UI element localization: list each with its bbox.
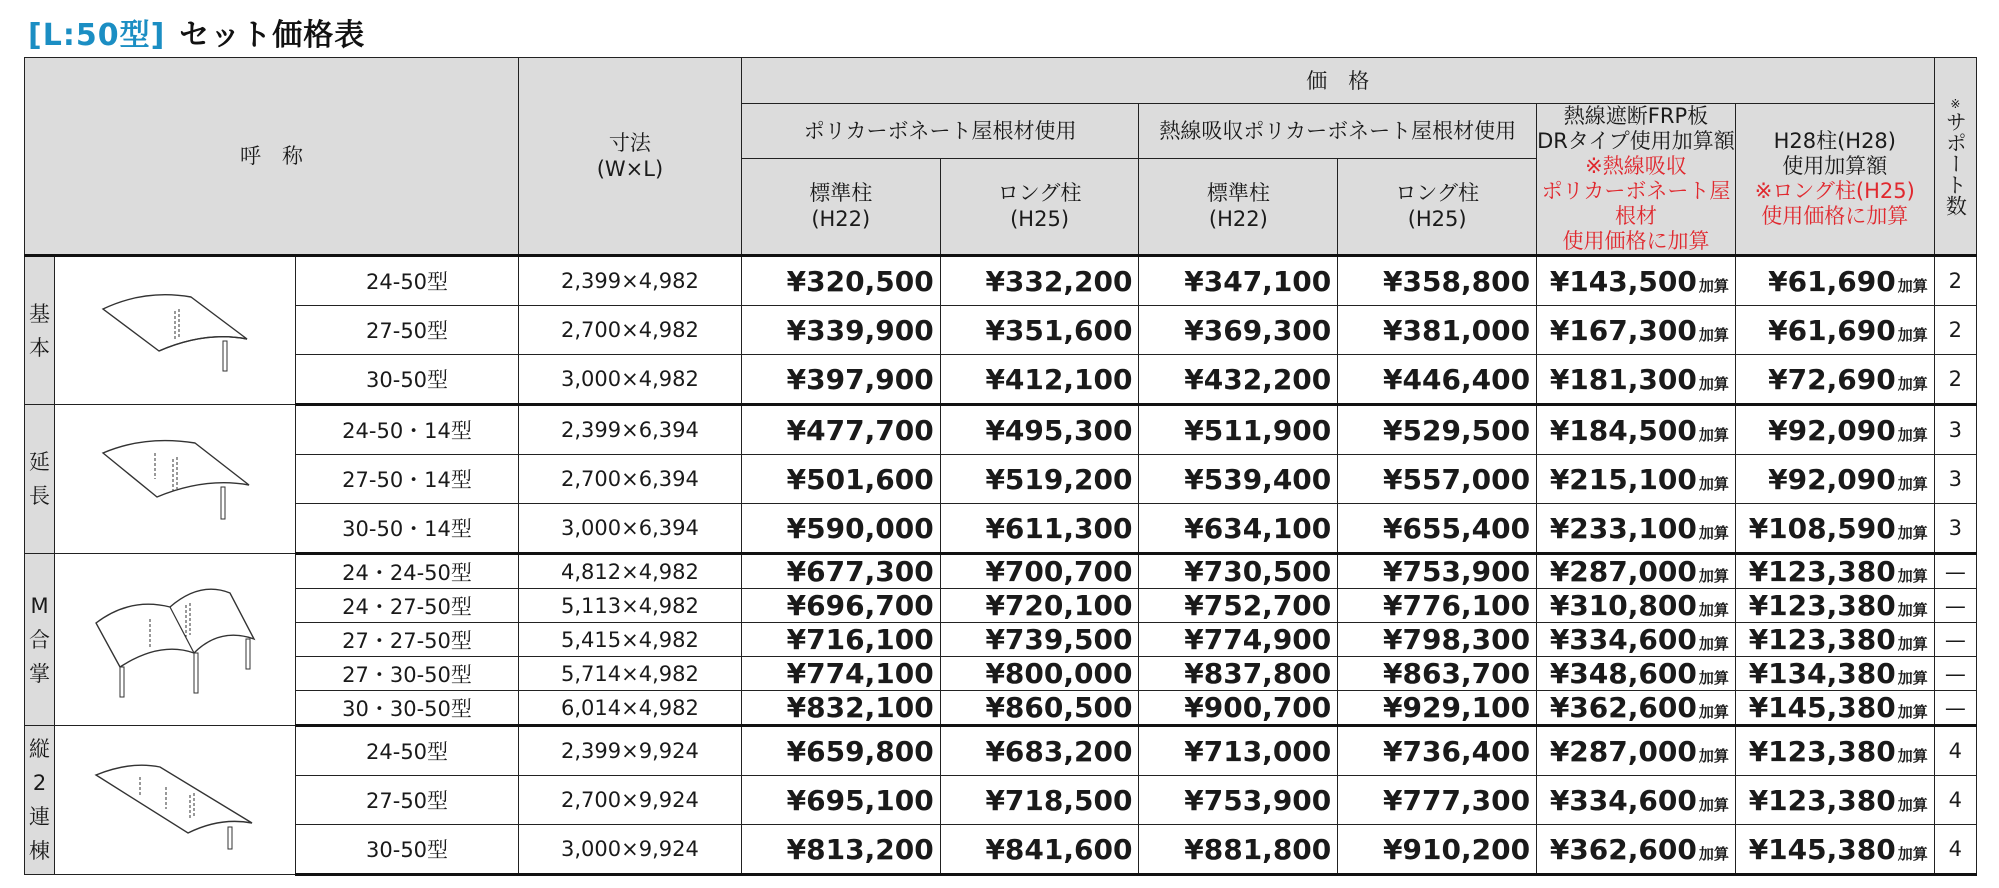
price-h28-addition: ¥108,590 加算 xyxy=(1735,504,1934,554)
price-h28-addition: ¥134,380 加算 xyxy=(1735,657,1934,691)
price-heat-long: ¥929,100 xyxy=(1338,691,1537,726)
dimension: 5,714×4,982 xyxy=(518,657,741,691)
table-row xyxy=(25,355,1977,405)
m-gassho-carport-icon xyxy=(55,554,296,726)
dimension: 4,812×4,982 xyxy=(518,554,741,589)
price-heat-long: ¥557,000 xyxy=(1338,455,1537,504)
table-row xyxy=(25,256,1977,306)
model-name: 27-50型 xyxy=(296,776,519,825)
price-frp-addition: ¥143,500 加算 xyxy=(1537,256,1736,306)
support-count: — xyxy=(1934,657,1976,691)
header-price: 価 格 xyxy=(741,58,1934,104)
model-name: 27・30-50型 xyxy=(296,657,519,691)
price-poly-long: ¥332,200 xyxy=(940,256,1139,306)
price-heat-long: ¥529,500 xyxy=(1338,405,1537,455)
dimension: 2,700×6,394 xyxy=(518,455,741,504)
table-row xyxy=(25,504,1977,554)
header-poly-long: ロング柱 (H25) xyxy=(940,158,1139,255)
price-frp-addition: ¥334,600 加算 xyxy=(1537,623,1736,657)
dimension: 2,399×6,394 xyxy=(518,405,741,455)
model-name: 30-50型 xyxy=(296,355,519,405)
title-tag: [L:50型] xyxy=(28,18,166,53)
price-poly-standard: ¥339,900 xyxy=(741,306,940,355)
price-poly-standard: ¥501,600 xyxy=(741,455,940,504)
group-label: 縦 2 連 棟 xyxy=(25,726,55,875)
price-poly-long: ¥860,500 xyxy=(940,691,1139,726)
support-count: — xyxy=(1934,554,1976,589)
price-poly-long: ¥800,000 xyxy=(940,657,1139,691)
dimension: 3,000×9,924 xyxy=(518,825,741,875)
price-frp-addition: ¥310,800 加算 xyxy=(1537,589,1736,623)
header-heat: 熱線吸収ポリカーボネート屋根材使用 xyxy=(1139,104,1537,159)
price-heat-long: ¥910,200 xyxy=(1338,825,1537,875)
title-text: セット価格表 xyxy=(179,18,366,53)
support-count: 2 xyxy=(1934,355,1976,405)
support-count: 2 xyxy=(1934,256,1976,306)
support-count: 3 xyxy=(1934,504,1976,554)
support-count: 3 xyxy=(1934,405,1976,455)
dimension: 2,700×4,982 xyxy=(518,306,741,355)
dimension: 2,399×4,982 xyxy=(518,256,741,306)
price-heat-standard: ¥347,100 xyxy=(1139,256,1338,306)
header-poly-std: 標準柱 (H22) xyxy=(741,158,940,255)
group-label: 延 長 xyxy=(25,405,55,554)
price-table xyxy=(24,57,1977,876)
price-heat-standard: ¥511,900 xyxy=(1139,405,1338,455)
dimension: 5,415×4,982 xyxy=(518,623,741,657)
price-poly-long: ¥351,600 xyxy=(940,306,1139,355)
price-frp-addition: ¥362,600 加算 xyxy=(1537,691,1736,726)
header-poly: ポリカーボネート屋根材使用 xyxy=(741,104,1139,159)
price-h28-addition: ¥145,380 加算 xyxy=(1735,825,1934,875)
price-h28-addition: ¥92,090 加算 xyxy=(1735,405,1934,455)
price-frp-addition: ¥233,100 加算 xyxy=(1537,504,1736,554)
price-poly-long: ¥739,500 xyxy=(940,623,1139,657)
price-frp-addition: ¥184,500 加算 xyxy=(1537,405,1736,455)
price-heat-long: ¥446,400 xyxy=(1338,355,1537,405)
price-h28-addition: ¥61,690 加算 xyxy=(1735,256,1934,306)
price-heat-standard: ¥432,200 xyxy=(1139,355,1338,405)
table-row xyxy=(25,455,1977,504)
price-h28-addition: ¥61,690 加算 xyxy=(1735,306,1934,355)
support-count: 4 xyxy=(1934,825,1976,875)
price-frp-addition: ¥362,600 加算 xyxy=(1537,825,1736,875)
header-heat-long: ロング柱 (H25) xyxy=(1338,158,1537,255)
single-carport-icon xyxy=(55,256,296,405)
price-poly-long: ¥519,200 xyxy=(940,455,1139,504)
price-h28-addition: ¥123,380 加算 xyxy=(1735,623,1934,657)
price-heat-standard: ¥730,500 xyxy=(1139,554,1338,589)
price-heat-standard: ¥713,000 xyxy=(1139,726,1338,776)
price-frp-addition: ¥181,300 加算 xyxy=(1537,355,1736,405)
table-row xyxy=(25,657,1977,691)
price-heat-standard: ¥539,400 xyxy=(1139,455,1338,504)
header-dimension: 寸法 (W×L) xyxy=(518,58,741,256)
header-name: 呼 称 xyxy=(25,58,519,256)
price-frp-addition: ¥215,100 加算 xyxy=(1537,455,1736,504)
price-h28-addition: ¥123,380 加算 xyxy=(1735,726,1934,776)
price-poly-standard: ¥320,500 xyxy=(741,256,940,306)
price-poly-long: ¥412,100 xyxy=(940,355,1139,405)
price-table-body xyxy=(25,256,1977,875)
price-heat-standard: ¥774,900 xyxy=(1139,623,1338,657)
model-name: 24-50型 xyxy=(296,726,519,776)
model-name: 30-50・14型 xyxy=(296,504,519,554)
price-heat-standard: ¥900,700 xyxy=(1139,691,1338,726)
price-heat-standard: ¥837,800 xyxy=(1139,657,1338,691)
table-row xyxy=(25,776,1977,825)
price-heat-long: ¥776,100 xyxy=(1338,589,1537,623)
extended-carport-icon xyxy=(55,405,296,554)
table-row xyxy=(25,623,1977,657)
support-count: — xyxy=(1934,589,1976,623)
price-heat-standard: ¥752,700 xyxy=(1139,589,1338,623)
support-count: 3 xyxy=(1934,455,1976,504)
price-frp-addition: ¥287,000 加算 xyxy=(1537,554,1736,589)
price-heat-standard: ¥634,100 xyxy=(1139,504,1338,554)
table-row xyxy=(25,306,1977,355)
price-poly-long: ¥683,200 xyxy=(940,726,1139,776)
price-frp-addition: ¥167,300 加算 xyxy=(1537,306,1736,355)
price-h28-addition: ¥123,380 加算 xyxy=(1735,589,1934,623)
price-poly-long: ¥718,500 xyxy=(940,776,1139,825)
price-poly-standard: ¥774,100 xyxy=(741,657,940,691)
price-heat-standard: ¥369,300 xyxy=(1139,306,1338,355)
dimension: 3,000×6,394 xyxy=(518,504,741,554)
table-row xyxy=(25,405,1977,455)
table-row xyxy=(25,825,1977,875)
header-frp: 熱線遮断FRP板 DRタイプ使用加算額 ※熱線吸収 ポリカーボネート屋根材 使用価格に加算 xyxy=(1537,104,1736,256)
header-heat-std: 標準柱 (H22) xyxy=(1139,158,1338,255)
dimension: 3,000×4,982 xyxy=(518,355,741,405)
model-name: 27-50型 xyxy=(296,306,519,355)
header-h28: H28柱(H28) 使用加算額 ※ロング柱(H25) 使用価格に加算 xyxy=(1735,104,1934,256)
model-name: 27・27-50型 xyxy=(296,623,519,657)
price-heat-long: ¥358,800 xyxy=(1338,256,1537,306)
price-heat-long: ¥777,300 xyxy=(1338,776,1537,825)
support-count: 2 xyxy=(1934,306,1976,355)
model-name: 24・27-50型 xyxy=(296,589,519,623)
price-poly-standard: ¥477,700 xyxy=(741,405,940,455)
price-poly-long: ¥720,100 xyxy=(940,589,1139,623)
price-poly-standard: ¥695,100 xyxy=(741,776,940,825)
price-heat-long: ¥655,400 xyxy=(1338,504,1537,554)
price-heat-standard: ¥753,900 xyxy=(1139,776,1338,825)
price-poly-standard: ¥397,900 xyxy=(741,355,940,405)
price-poly-standard: ¥590,000 xyxy=(741,504,940,554)
price-h28-addition: ¥123,380 加算 xyxy=(1735,776,1934,825)
dimension: 5,113×4,982 xyxy=(518,589,741,623)
support-count: — xyxy=(1934,691,1976,726)
price-heat-long: ¥381,000 xyxy=(1338,306,1537,355)
price-poly-standard: ¥677,300 xyxy=(741,554,940,589)
price-frp-addition: ¥334,600 加算 xyxy=(1537,776,1736,825)
price-heat-standard: ¥881,800 xyxy=(1139,825,1338,875)
price-frp-addition: ¥348,600 加算 xyxy=(1537,657,1736,691)
model-name: 24-50・14型 xyxy=(296,405,519,455)
price-poly-long: ¥495,300 xyxy=(940,405,1139,455)
table-row xyxy=(25,691,1977,726)
page-title xyxy=(28,10,365,54)
header-support: ※サポート数 xyxy=(1934,58,1976,256)
table-row xyxy=(25,554,1977,589)
price-poly-standard: ¥696,700 xyxy=(741,589,940,623)
support-count: 4 xyxy=(1934,726,1976,776)
price-heat-long: ¥863,700 xyxy=(1338,657,1537,691)
model-name: 30-50型 xyxy=(296,825,519,875)
model-name: 24・24-50型 xyxy=(296,554,519,589)
price-heat-long: ¥736,400 xyxy=(1338,726,1537,776)
model-name: 24-50型 xyxy=(296,256,519,306)
price-frp-addition: ¥287,000 加算 xyxy=(1537,726,1736,776)
model-name: 30・30-50型 xyxy=(296,691,519,726)
price-poly-long: ¥611,300 xyxy=(940,504,1139,554)
price-poly-long: ¥700,700 xyxy=(940,554,1139,589)
price-h28-addition: ¥92,090 加算 xyxy=(1735,455,1934,504)
price-heat-long: ¥753,900 xyxy=(1338,554,1537,589)
price-poly-standard: ¥813,200 xyxy=(741,825,940,875)
price-poly-standard: ¥716,100 xyxy=(741,623,940,657)
price-poly-long: ¥841,600 xyxy=(940,825,1139,875)
group-label: 基 本 xyxy=(25,256,55,405)
dimension: 2,399×9,924 xyxy=(518,726,741,776)
model-name: 27-50・14型 xyxy=(296,455,519,504)
price-h28-addition: ¥72,690 加算 xyxy=(1735,355,1934,405)
table-row xyxy=(25,589,1977,623)
support-count: — xyxy=(1934,623,1976,657)
support-count: 4 xyxy=(1934,776,1976,825)
table-row xyxy=(25,726,1977,776)
dimension: 6,014×4,982 xyxy=(518,691,741,726)
price-poly-standard: ¥832,100 xyxy=(741,691,940,726)
price-poly-standard: ¥659,800 xyxy=(741,726,940,776)
tandem-carport-icon xyxy=(55,726,296,875)
price-heat-long: ¥798,300 xyxy=(1338,623,1537,657)
price-h28-addition: ¥123,380 加算 xyxy=(1735,554,1934,589)
price-h28-addition: ¥145,380 加算 xyxy=(1735,691,1934,726)
dimension: 2,700×9,924 xyxy=(518,776,741,825)
group-label: M 合 掌 xyxy=(25,554,55,726)
